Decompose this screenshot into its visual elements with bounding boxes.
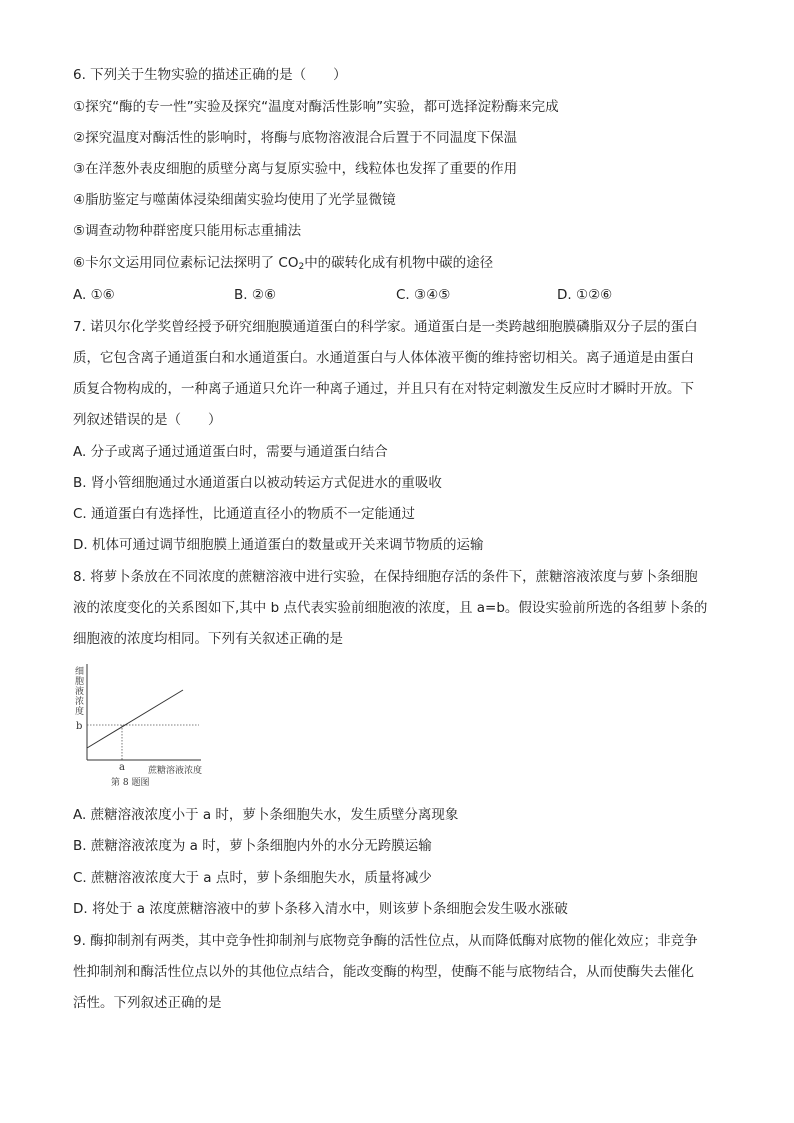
y-axis-label-char: 浓 — [75, 697, 85, 707]
trend-line — [87, 690, 183, 748]
q7-stem-line-4: 列叙述错误的是（ ） — [73, 412, 222, 428]
y-axis-label-char: 胞 — [75, 677, 85, 687]
q6-option-d: D. ①②⑥ — [557, 287, 613, 303]
y-axis-label-char: 细 — [75, 667, 85, 677]
q8-stem-line-3: 细胞液的浓度均相同。下列有关叙述正确的是 — [73, 631, 343, 647]
q6-item-6-text-b: 中的碳转化成有机物中碳的途径 — [304, 255, 494, 271]
q7-option-c: C. 通道蛋白有选择性，比通道直径小的物质不一定能通过 — [73, 506, 416, 522]
q6-stem: 6. 下列关于生物实验的描述正确的是（ ） — [73, 67, 347, 83]
q6-item-3: ③在洋葱外表皮细胞的质壁分离与复原实验中，线粒体也发挥了重要的作用 — [73, 161, 518, 177]
y-axis-label-char: 液 — [75, 687, 85, 697]
q7-stem-line-3: 质复合物构成的，一种离子通道只允许一种离子通过，并且只有在对特定刺激发生反应时才瞬时开放。下 — [73, 381, 694, 397]
q8-option-d: D. 将处于 a 浓度蔗糖溶液中的萝卜条移入清水中，则该萝卜条细胞会发生吸水涨破 — [73, 901, 568, 917]
q6-option-b: B. ②⑥ — [234, 287, 277, 303]
q9-stem-line-2: 性抑制剂和酶活性位点以外的其他位点结合，能改变酶的构型，使酶不能与底物结合，从而使酶失去催化 — [73, 964, 694, 980]
q6-item-6-text-a: ⑥卡尔文运用同位素标记法探明了 CO — [73, 255, 299, 271]
q7-stem-line-1: 7. 诺贝尔化学奖曾经授予研究细胞膜通道蛋白的科学家。通道蛋白是一类跨越细胞膜磷脂双分子层的蛋白 — [73, 319, 698, 335]
q8-option-c: C. 蔗糖溶液浓度大于 a 点时，萝卜条细胞失水，质量将减少 — [73, 870, 432, 886]
q6-item-5: ⑤调查动物种群密度只能用标志重捕法 — [73, 223, 302, 239]
q7-stem-line-2: 质，它包含离子通道蛋白和水通道蛋白。水通道蛋白与人体体液平衡的维持密切相关。离子通道是由蛋白 — [73, 350, 694, 366]
q9-stem-line-1: 9. 酶抑制剂有两类，其中竞争性抑制剂与底物竞争酶的活性位点，从而降低酶对底物的催化效应；非竞争 — [73, 933, 698, 949]
q9-stem-line-3: 活性。下列叙述正确的是 — [73, 995, 222, 1011]
point-a-label: a — [119, 762, 125, 773]
q6-option-a: A. ①⑥ — [73, 287, 115, 303]
q6-option-c: C. ③④⑤ — [396, 287, 451, 303]
q6-item-1: ①探究“酶的专一性”实验及探究“温度对酶活性影响”实验，都可选择淀粉酶来完成 — [73, 99, 559, 115]
q8-option-a: A. 蔗糖溶液浓度小于 a 时，萝卜条细胞失水，发生质壁分离现象 — [73, 807, 459, 823]
q8-figure — [73, 660, 223, 790]
q8-stem-line-1: 8. 将萝卜条放在不同浓度的蔗糖溶液中进行实验，在保持细胞存活的条件下，蔗糖溶液浓度与萝卜条细胞 — [73, 569, 698, 585]
q7-option-b: B. 肾小管细胞通过水通道蛋白以被动转运方式促进水的重吸收 — [73, 475, 442, 491]
q6-item-6 — [73, 254, 493, 272]
figure-caption: 第 8 题图 — [111, 778, 150, 788]
q7-option-a: A. 分子或离子通过通道蛋白时，需要与通道蛋白结合 — [73, 444, 388, 460]
q6-item-6-subscript: 2 — [298, 262, 305, 272]
y-axis-label-char: 度 — [75, 707, 85, 717]
q6-item-2: ②探究温度对酶活性的影响时，将酶与底物溶液混合后置于不同温度下保温 — [73, 130, 518, 146]
x-axis-label: 蔗糖溶液浓度 — [148, 766, 203, 776]
q7-option-d: D. 机体可通过调节细胞膜上通道蛋白的数量或开关来调节物质的运输 — [73, 537, 484, 553]
q8-option-b: B. 蔗糖溶液浓度为 a 时，萝卜条细胞内外的水分无跨膜运输 — [73, 838, 432, 854]
point-b-label: b — [76, 721, 83, 732]
q6-item-4: ④脂肪鉴定与噬菌体浸染细菌实验均使用了光学显微镜 — [73, 192, 396, 208]
q8-stem-line-2: 液的浓度变化的关系图如下,其中 b 点代表实验前细胞液的浓度，且 a=b。假设实验前所选的各组萝卜条的 — [73, 600, 708, 616]
